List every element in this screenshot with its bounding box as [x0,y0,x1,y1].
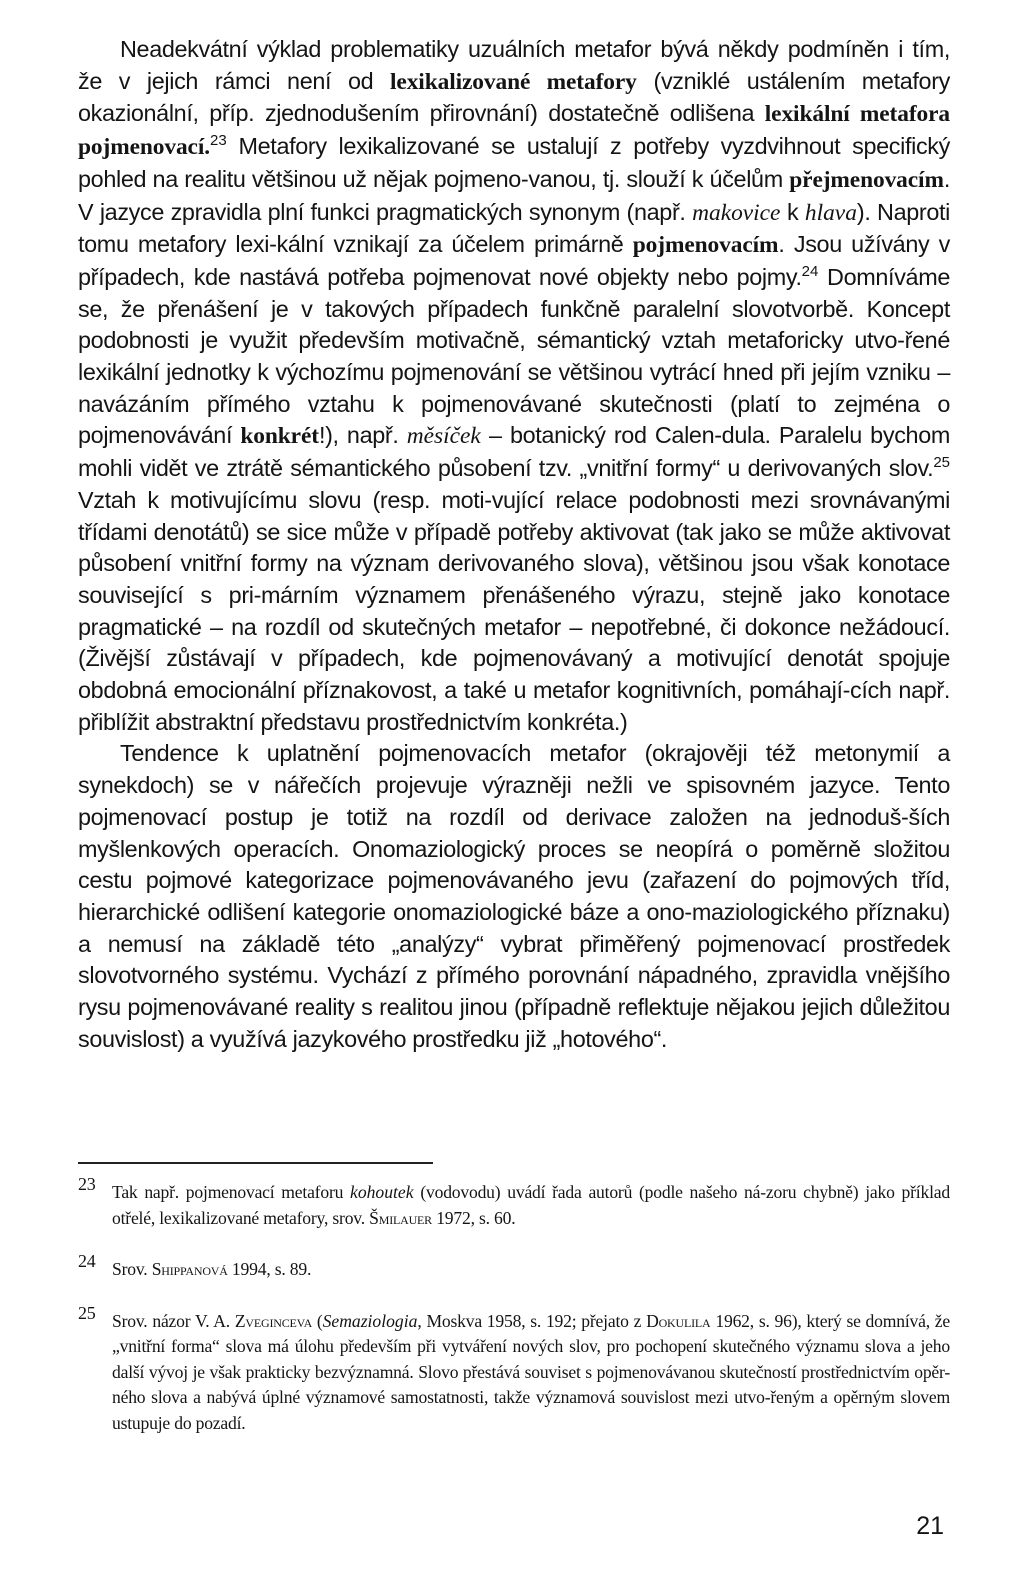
text-run: . Jsou užívány v případech, kde nastává potřeba pojmenovat nové objekty nebo pojmy. [78,231,950,290]
text-run: . V jazyce zpravidla plní funkci pragmatických synonym (např. [78,165,950,225]
footnote [78,1302,951,1437]
italic-term: měsíček [406,423,481,450]
text-run: 1994, s. 89. [227,1259,312,1279]
text-run: Neadekvátní výklad problematiky uzuálních metafor bývá někdy podmíněn i tím, že v jejich rámci není od [78,36,950,94]
bold-term: pojmenovacím [632,232,779,259]
page-number: 21 [916,1512,944,1540]
footnote-ref: 24 [801,262,819,280]
text-run: !), např. [318,422,407,449]
footnote [78,1174,950,1231]
footnote-ref: 25 [933,454,950,472]
footnote-number: 25 [78,1302,96,1323]
italic-term: hlava [804,199,857,226]
footnote-number: 24 [78,1251,96,1271]
text-run: ). Naproti tomu metafory lexi-kální vznikají za účelem primárně [78,198,950,258]
main-text [78,34,950,1056]
italic-term: makovice [692,199,781,226]
bold-term: lexikalizované metafory [390,68,637,95]
paragraph [78,34,950,738]
text-run: , Moskva 1958, s. 192; přejato z [417,1310,647,1331]
footnotes [78,1174,951,1462]
text-run: Srov. názor V. A. [112,1310,235,1331]
text-run: 1972, s. 60. [432,1207,516,1228]
text-run: k [780,198,805,225]
author-name: Dokulila [646,1310,711,1331]
text-run: Vztah k motivujícímu slovu (resp. moti-vující relace podobnosti mezi srovnávanými třídami denotátů) se sice může v případě potřeby aktivovat (tak jako se může aktivovat působení vnitřní formy na význam derivovaného slova), většinou jsou však konotace související s pri-márním významem přenášeného výrazu, stejně jako konotace pragmatické – na rozdíl od skutečných metafor – nepotřebné, či dokonce nežádoucí. (Živější zůstávají v případech, kde pojmenovávaný a motivující denotát spojuje obdobná emocionální příznakovost, a také u metafor kognitivních, pomáhají-cích např. přiblížit abstraktní představu prostřednictvím konkréta.) [78,486,950,735]
text-run: Metafory lexikalizované se ustalují z potřeby vyzdvihnout specifický pohled na realitu většinou už nějak pojmeno-vanou, tj. slouží k účelům [78,133,950,192]
footnote-separator [78,1162,433,1164]
italic-term: kohoutek [350,1182,414,1202]
bold-term: konkrét [240,423,319,450]
text-run: (vzniklé ustálením metafory okazionální, příp. zjednodušením přirovnání) dostatečně odlišena [78,67,950,127]
text-run: Tendence k uplatnění pojmenovacích metafor (okrajověji též metonymií a synekdoch) se v nářečích projevuje výrazněji nežli ve spisovném jazyce. Tento pojmenovací postup je totiž na rozdíl od derivace založen na jednoduš-ších myšlenkových operacích. Onomaziologický proces se neopírá o poměrně složitou cestu pojmové kategorizace pojmenovávaného jevu (zařazení do pojmových tříd, hierarchické odlišení kategorie onomaziologické báze a ono-maziologického příznaku) a nemusí na základě této „analýzy“ vybrat přiměřený pojmenovací prostředek slovotvorného systému. Vychází z přímého porovnání nápadného, zpravidla vnějšího rysu pojmenovávané reality s realitou jinou (případně reflektuje nějakou jejich důležitou souvislost) a využívá jazykového prostředku již „hotového“. [78,740,950,1052]
text-run: 1962, s. 96), který se domnívá, že „vnitřní forma“ slova má úlohu především při vytváření nových slov, pro pochopení skutečného významu slova a jeho další vývoj je však prakticky bezvýznamná. Slovo přestává souviset s pojmenovávanou skutečností prostřednictvím opěr-ného slova a nabývá úplné významové samostatnosti, takže významová souvislost mezi utvo-řeným a opěrným slovem ustupuje do pozadí. [112,1310,951,1433]
text-run: ( [312,1310,323,1331]
author-name: Zveginceva [234,1310,313,1331]
text-run: – botanický rod Calen-dula. Paralelu bychom mohli vidět ve ztrátě sémantického působení tzv. „vnitřní formy“ u derivovaných slov. [78,422,950,482]
paragraph [78,738,950,1055]
bold-term: přejmenovacím [789,166,944,193]
author-name: Šmilauer [369,1207,432,1228]
text-run: Tak např. pojmenovací metaforu [112,1182,351,1202]
text-run: Domníváme se, že přenášení je v takových případech funkčně paralelní slovotvorbě. Koncept podobnosti je využit především motivačně, sémantický vztah metaforicky utvo-řené lexikální jednotky k výchozímu pojmenování se většinou vytrácí hned při jejím vzniku – navázáním přímého vztahu k pojmenovávané skutečnosti (platí to zejména o pojmenovávání [78,263,950,449]
footnote [78,1251,950,1283]
footnote-ref: 23 [209,132,227,150]
author-name: Shippanová [151,1259,228,1279]
footnote-number: 23 [78,1174,96,1194]
italic-term: Semaziologia [322,1310,418,1331]
text-run: Srov. [112,1259,152,1279]
bold-term: lexikální metafora pojmenovací. [78,101,950,161]
text-run: (vodovodu) uvádí řada autorů (podle našeho ná-zoru chybně) jako příklad otřelé, lexikalizované metafory, srov. [112,1182,950,1228]
